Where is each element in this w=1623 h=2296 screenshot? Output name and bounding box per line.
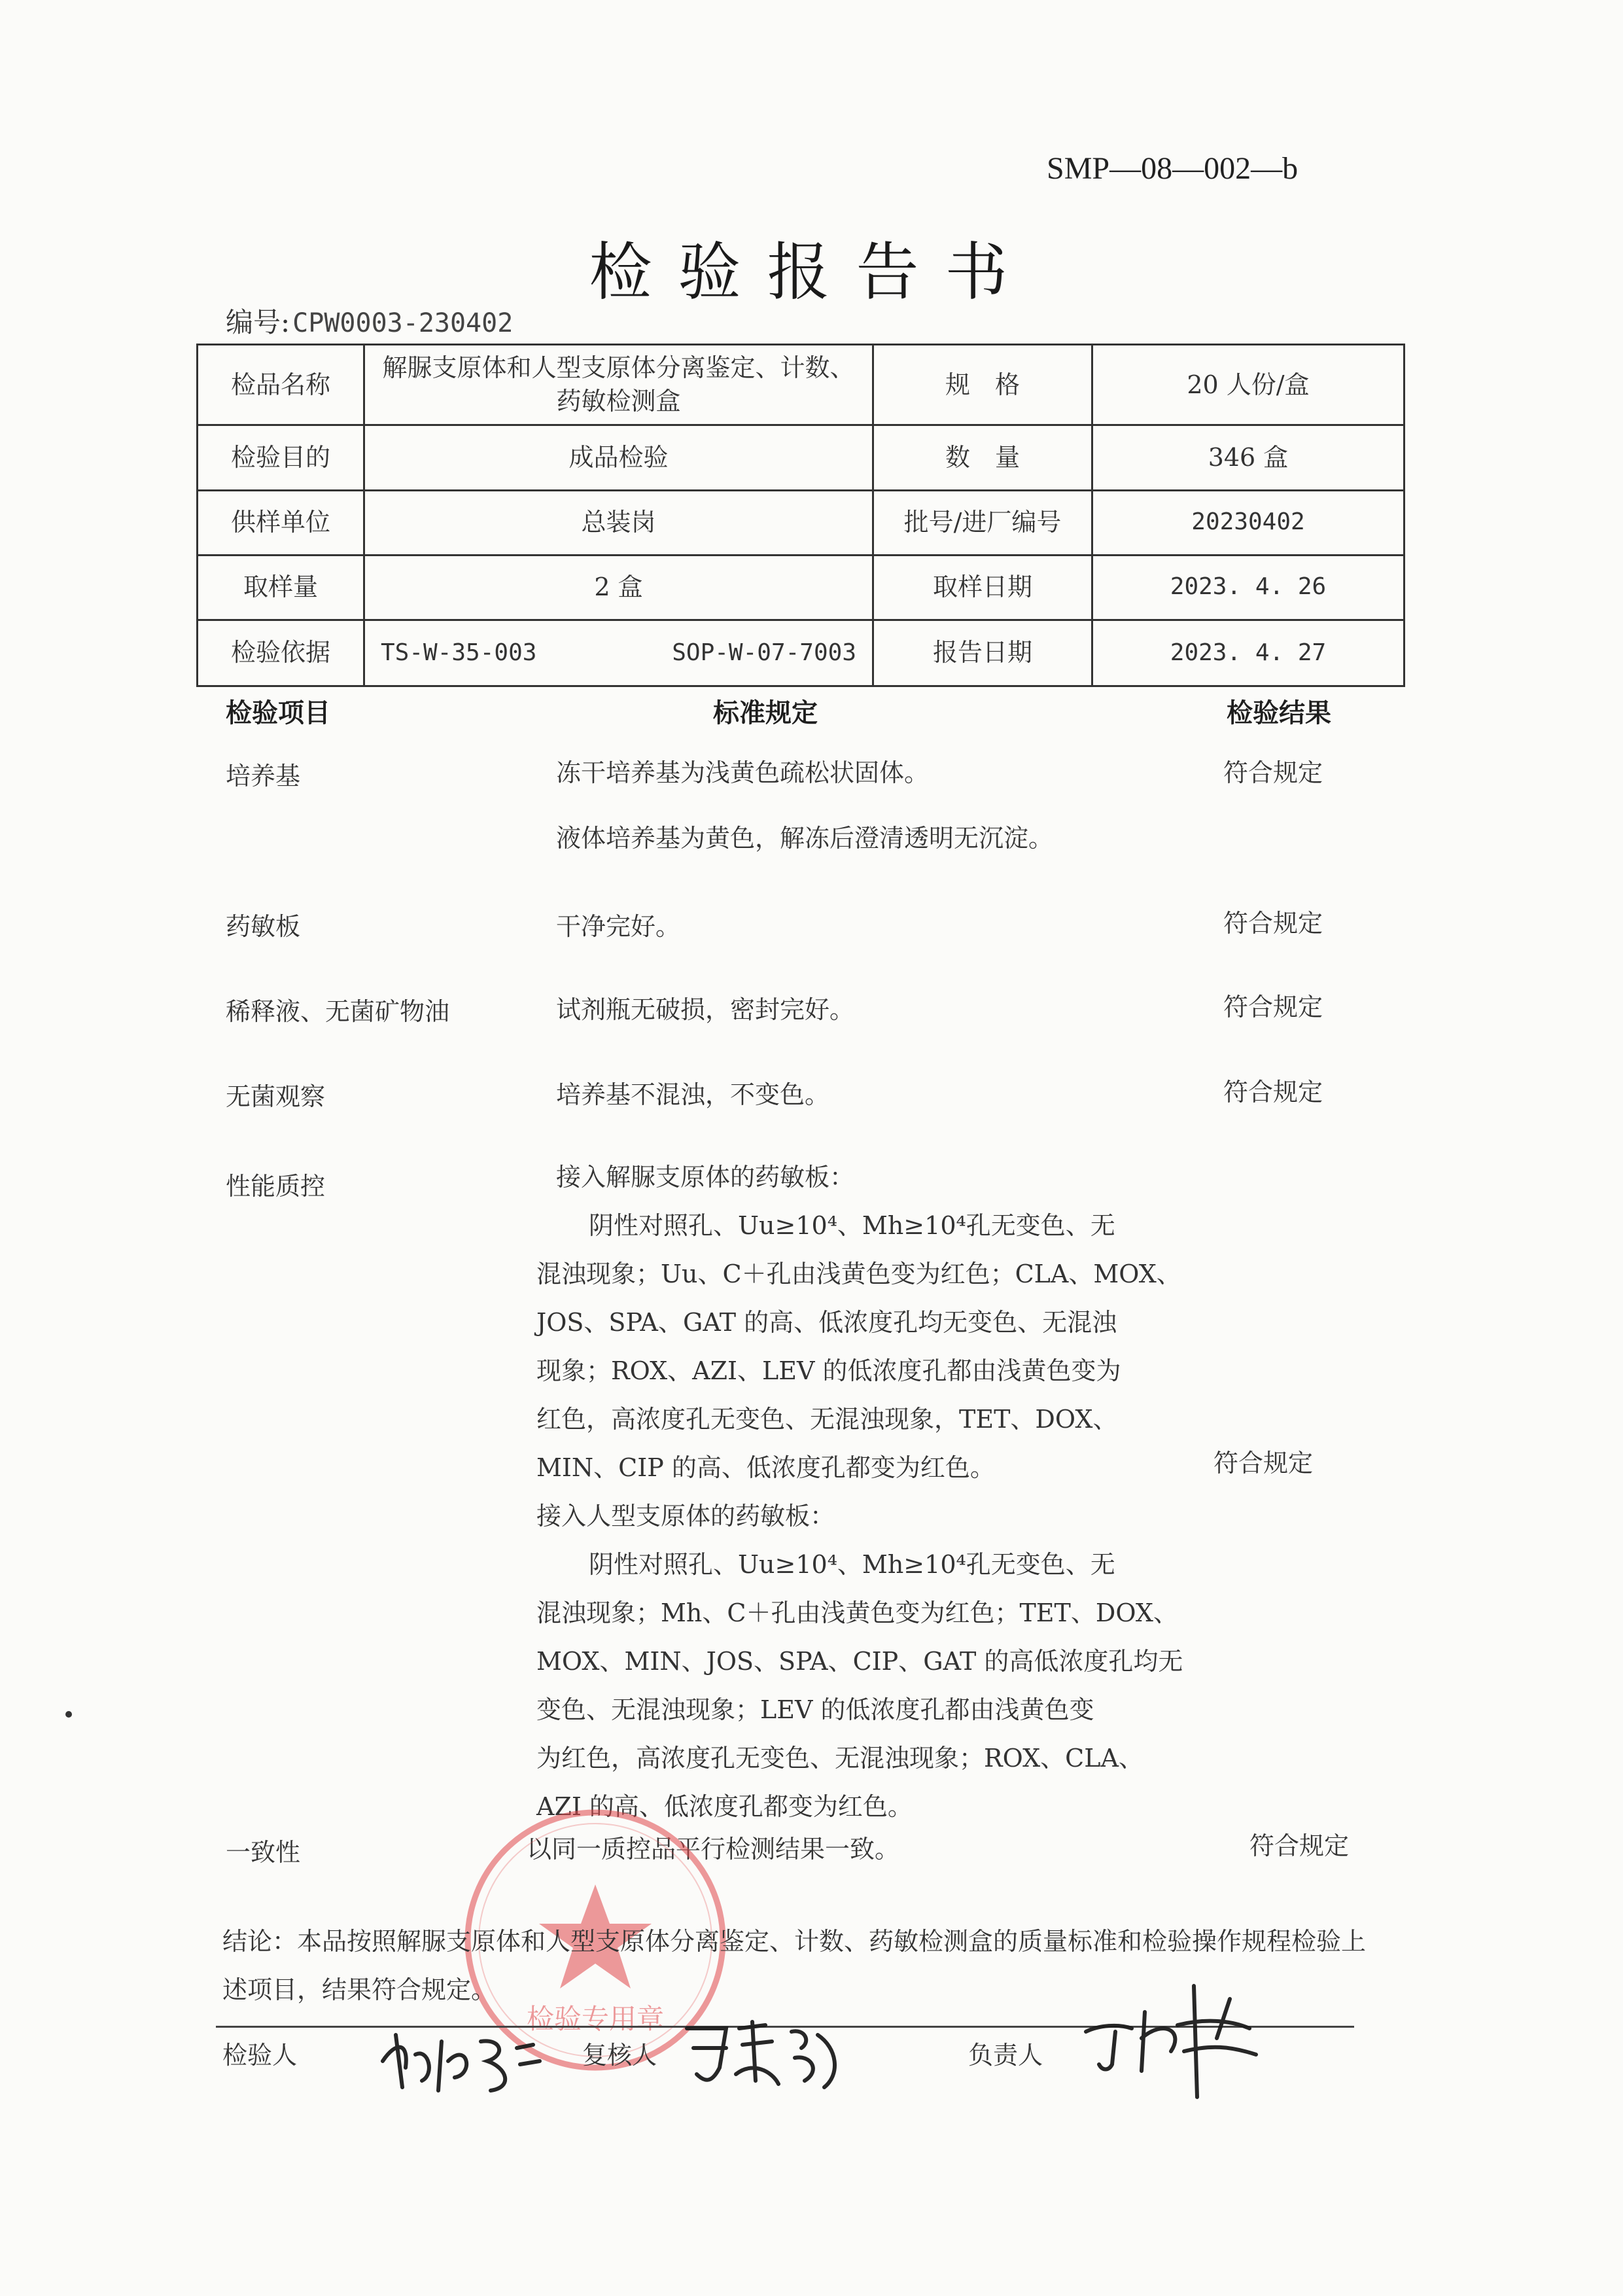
batch-value: 20230402 xyxy=(1092,490,1405,555)
performance-mh-line-5: 为红色，高浓度孔无变色、无混浊现象；ROX、CLA、 xyxy=(536,1744,1143,1773)
item-name-sterility: 无菌观察 xyxy=(226,1082,326,1111)
header-result: 检验结果 xyxy=(1227,698,1331,728)
header-standard: 标准规定 xyxy=(713,698,818,728)
batch-label: 批号/进厂编号 xyxy=(873,490,1092,555)
item-standard-sterility: 培养基不混浊，不变色。 xyxy=(556,1080,830,1109)
sample-date-label: 取样日期 xyxy=(873,555,1092,620)
item-result-medium: 符合规定 xyxy=(1223,758,1323,787)
performance-mh-head: 接入人型支原体的药敏板： xyxy=(536,1502,835,1530)
document-number: SMP—08—002—b xyxy=(1047,151,1299,186)
basis-label: 检验依据 xyxy=(198,620,364,686)
inspector-signature xyxy=(376,2015,546,2100)
item-result-consistency: 符合规定 xyxy=(1249,1831,1350,1860)
item-standard-consistency: 以同一质控品平行检测结果一致。 xyxy=(527,1835,900,1863)
item-name-performance: 性能质控 xyxy=(226,1172,326,1201)
serial-label: 编号: xyxy=(226,306,290,338)
basis-code-1: TS-W-35-003 xyxy=(381,639,537,666)
performance-uu-line-6: MIN、CIP 的高、低浓度孔都变为红色。 xyxy=(536,1453,995,1482)
quantity-label: 数 量 xyxy=(873,425,1092,490)
item-result-diluent: 符合规定 xyxy=(1223,993,1323,1021)
item-standard-plate: 干净完好。 xyxy=(556,912,681,941)
purpose-label: 检验目的 xyxy=(198,425,364,490)
purpose-value: 成品检验 xyxy=(364,425,873,490)
performance-uu-line-2: 混浊现象；Uu、C＋孔由浅黄色变为红色；CLA、MOX、 xyxy=(536,1260,1181,1288)
performance-uu-block xyxy=(536,1153,1204,1831)
reviewer-label: 复核人 xyxy=(582,2041,657,2070)
serial-value: CPW0003-230402 xyxy=(292,308,514,338)
reviewer-signature xyxy=(680,2009,850,2100)
performance-uu-line-3: JOS、SPA、GAT 的高、低浓度孔均无变色、无混浊 xyxy=(536,1308,1117,1337)
supplier-value: 总装岗 xyxy=(364,490,873,555)
supplier-label: 供样单位 xyxy=(198,490,364,555)
performance-uu-line-4: 现象；ROX、AZI、LEV 的低浓度孔都由浅黄色变为 xyxy=(536,1356,1121,1385)
performance-mh-line-1: 阴性对照孔、Uu≥10⁴、Mh≥10⁴孔无变色、无 xyxy=(589,1550,1115,1579)
sample-amount-value: 2 盒 xyxy=(364,555,873,620)
product-name: 解脲支原体和人型支原体分离鉴定、计数、药敏检测盒 xyxy=(364,345,873,425)
spec-label: 规 格 xyxy=(873,345,1092,425)
performance-uu-line-5: 红色，高浓度孔无变色、无混浊现象，TET、DOX、 xyxy=(536,1405,1118,1434)
item-standard-medium-1: 冻干培养基为浅黄色疏松状固体。 xyxy=(556,758,930,787)
spec-value: 20 人份/盒 xyxy=(1092,345,1405,425)
responsible-signature xyxy=(1079,1973,1276,2104)
item-standard-diluent: 试剂瓶无破损，密封完好。 xyxy=(556,995,855,1024)
sample-amount-label: 取样量 xyxy=(198,555,364,620)
sample-date-value: 2023. 4. 26 xyxy=(1092,555,1405,620)
svg-text:检验专用章: 检验专用章 xyxy=(526,2003,665,2035)
item-name-diluent: 稀释液、无菌矿物油 xyxy=(226,997,450,1026)
inspector-label: 检验人 xyxy=(222,2041,298,2070)
item-result-plate: 符合规定 xyxy=(1223,909,1323,938)
basis-value xyxy=(364,620,873,686)
basis-code-2: SOP-W-07-7003 xyxy=(672,639,856,666)
header-item: 检验项目 xyxy=(226,698,330,728)
info-table xyxy=(196,344,1405,687)
product-name-label: 检品名称 xyxy=(198,345,364,425)
scan-speck xyxy=(65,1711,72,1718)
item-result-performance: 符合规定 xyxy=(1213,1449,1314,1477)
performance-mh-line-2: 混浊现象；Mh、C＋孔由浅黄色变为红色；TET、DOX、 xyxy=(536,1598,1178,1627)
conclusion: 结论：本品按照解脲支原体和人型支原体分离鉴定、计数、药敏检测盒的质量标准和检验操作规程检验上述项目，结果符合规定。 xyxy=(222,1927,1367,2004)
report-date-label: 报告日期 xyxy=(873,620,1092,686)
item-name-consistency: 一致性 xyxy=(226,1838,301,1867)
performance-mh-line-3: MOX、MIN、JOS、SPA、CIP、GAT 的高低浓度孔均无 xyxy=(536,1647,1183,1676)
responsible-label: 负责人 xyxy=(968,2041,1043,2070)
quantity-value: 346 盒 xyxy=(1092,425,1405,490)
performance-uu-head: 接入解脲支原体的药敏板： xyxy=(556,1163,855,1192)
performance-mh-line-6: AZI 的高、低浓度孔都变为红色。 xyxy=(536,1792,913,1821)
performance-uu-line-1: 阴性对照孔、Uu≥10⁴、Mh≥10⁴孔无变色、无 xyxy=(589,1211,1115,1240)
item-result-sterility: 符合规定 xyxy=(1223,1078,1323,1106)
serial-number xyxy=(226,301,513,340)
performance-mh-line-4: 变色、无混浊现象；LEV 的低浓度孔都由浅黄色变 xyxy=(536,1695,1094,1724)
report-date-value: 2023. 4. 27 xyxy=(1092,620,1405,686)
item-name-medium: 培养基 xyxy=(226,762,301,790)
item-standard-medium-2: 液体培养基为黄色，解冻后澄清透明无沉淀。 xyxy=(556,824,1054,853)
item-name-plate: 药敏板 xyxy=(226,912,301,941)
page-title: 检验报告书 xyxy=(589,236,1034,309)
